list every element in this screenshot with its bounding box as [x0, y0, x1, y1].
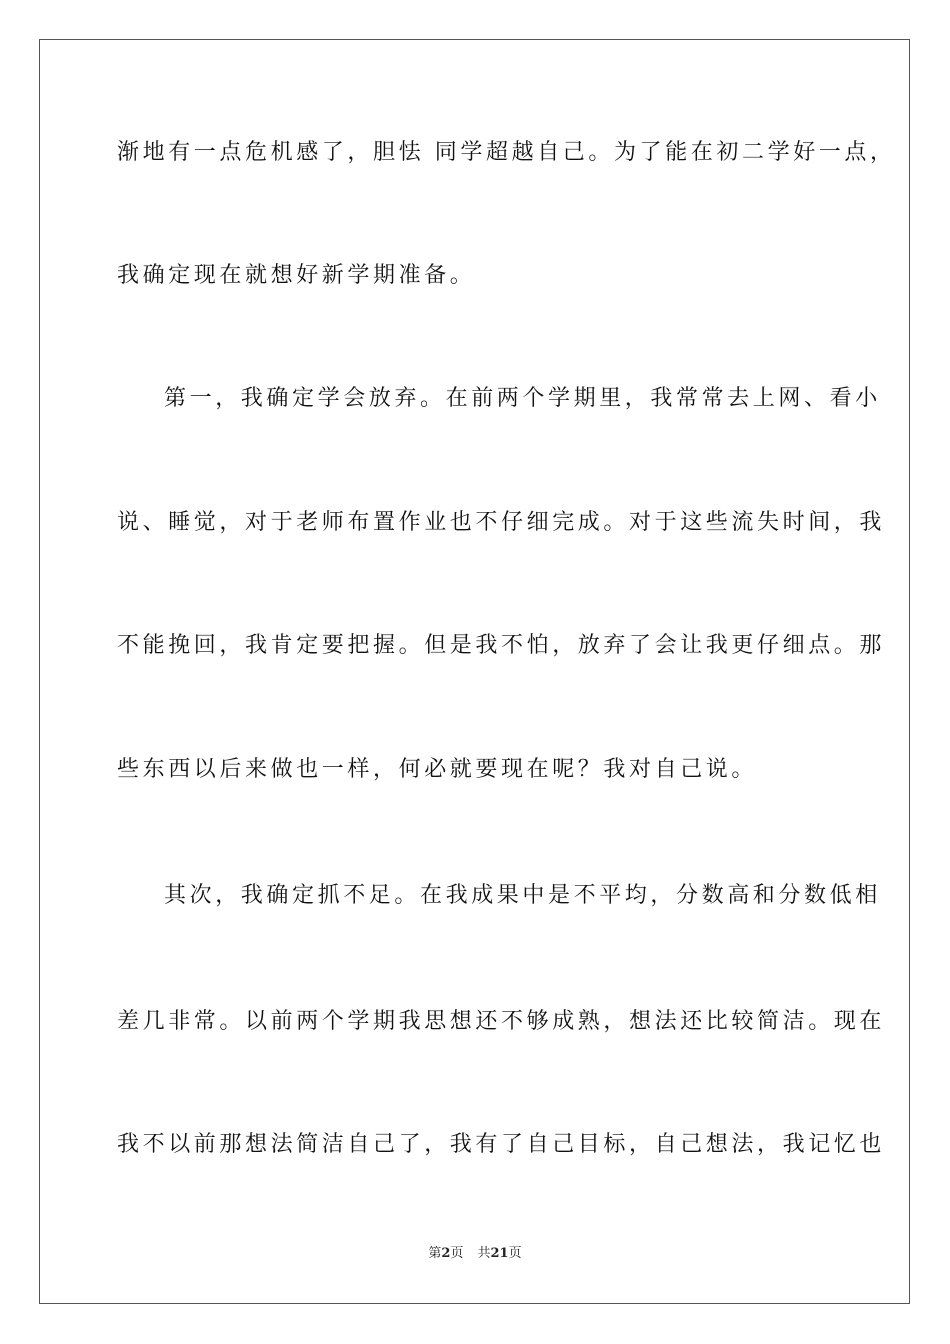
page-prefix: 第 — [428, 1246, 442, 1261]
total-pages: 21 — [490, 1246, 509, 1261]
text-line: 我不以前那想法简洁自己了，我有了自己目标，自己想法，我记忆也 — [117, 1132, 886, 1157]
text-line: 我确定现在就想好新学期准备。 — [117, 263, 476, 288]
total-prefix: 共 — [477, 1246, 491, 1261]
text-line: 说、睡觉，对于老师布置作业也不仔细完成。对于这些流失时间，我 — [117, 510, 886, 535]
text-line: 些东西以后来做也一样，何必就要现在呢？我对自己说。 — [117, 757, 758, 782]
text-line: 差几非常。以前两个学期我思想还不够成熟，想法还比较简洁。现在 — [117, 1009, 886, 1034]
page-suffix: 页 — [450, 1246, 464, 1261]
total-suffix: 页 — [508, 1246, 522, 1261]
text-line: 不能挽回，我肯定要把握。但是我不怕，放弃了会让我更仔细点。那 — [117, 633, 886, 658]
page-footer — [0, 1244, 950, 1264]
paragraph-start-line: 其次，我确定抓不足。在我成果中是不平均，分数高和分数低相 — [164, 883, 881, 908]
page-number: 2 — [441, 1246, 451, 1261]
paragraph-start-line: 第一，我确定学会放弃。在前两个学期里，我常常去上网、看小 — [164, 386, 881, 411]
page-border — [39, 39, 910, 1304]
text-line: 渐地有一点危机感了，胆怯 同学超越自己。为了能在初二学好一点， — [117, 140, 896, 165]
